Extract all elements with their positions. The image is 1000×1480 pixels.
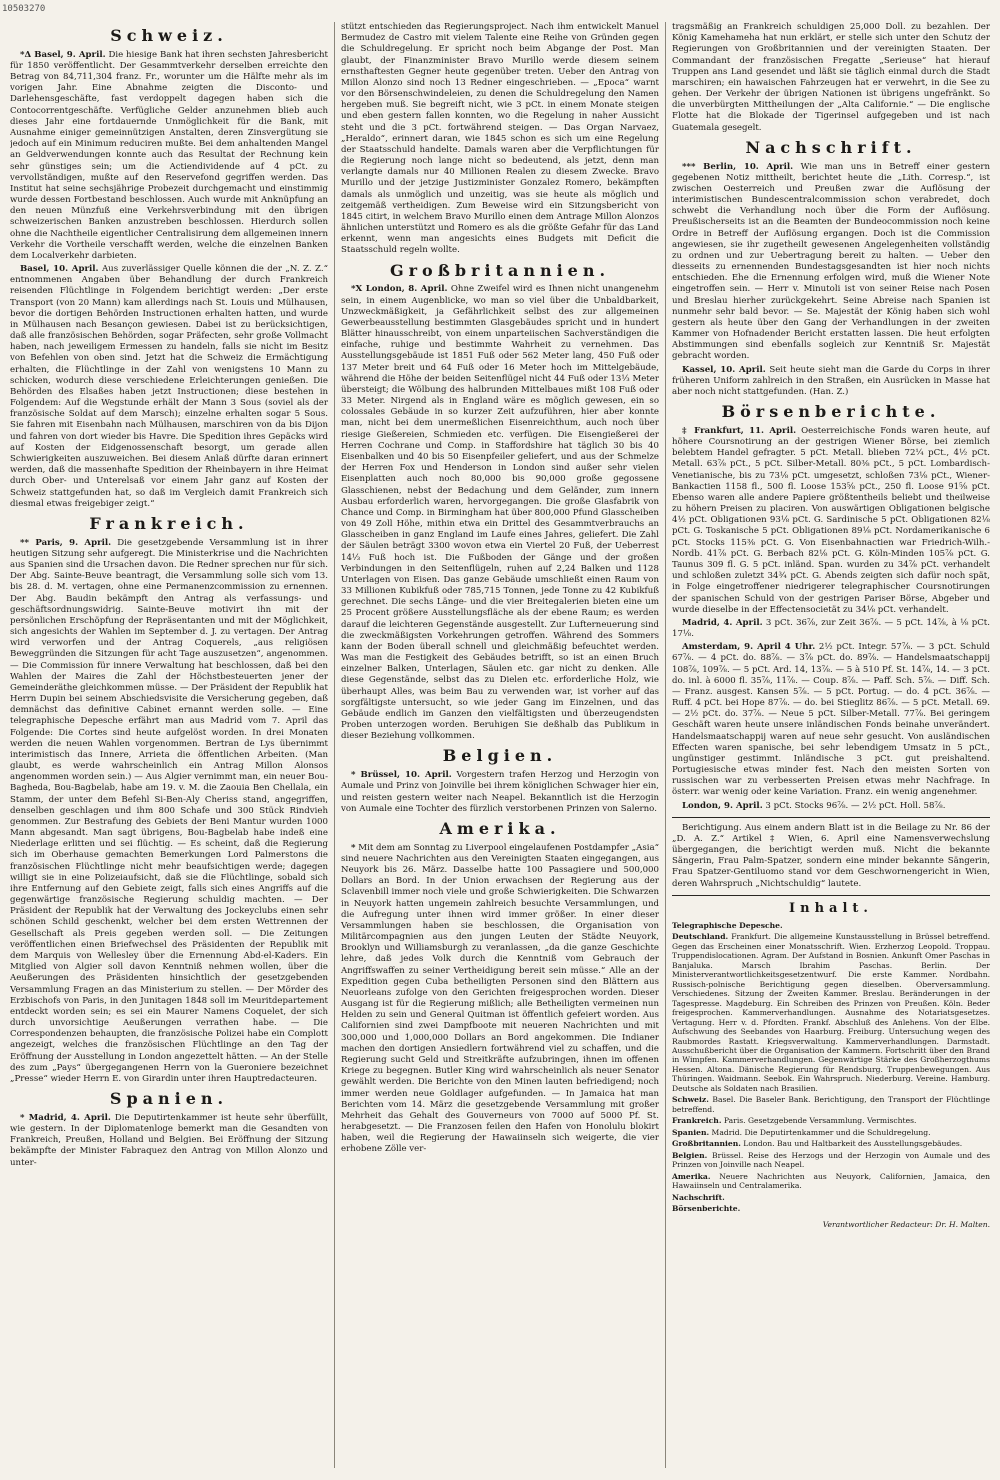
- article-paragraph: [672, 162, 990, 363]
- section-heading: Börsenberichte.: [721, 402, 941, 422]
- contents-entry: [672, 1193, 990, 1202]
- dateline: Kassel, 10. April.: [682, 364, 766, 375]
- dateline: *** Berlin, 10. April.: [682, 161, 794, 172]
- dateline: * Madrid, 4. April.: [20, 1112, 111, 1123]
- article-paragraph: [10, 1113, 328, 1169]
- contents-title: Inhalt.: [789, 900, 873, 916]
- contents-label: Telegraphische Depesche.: [672, 920, 783, 930]
- section-heading: Großbritannien.: [389, 260, 611, 280]
- article-paragraph: [341, 843, 659, 1156]
- contents-entry: [672, 1116, 990, 1125]
- page-id: 10503270: [2, 4, 46, 14]
- contents-entry: [672, 1095, 990, 1114]
- article-paragraph: [672, 823, 990, 890]
- column-1: [10, 22, 328, 1468]
- contents-text: Paris. Gesetzgebende Versammlung. Vermischtes.: [723, 1116, 917, 1126]
- divider: [672, 817, 990, 818]
- article-paragraph: [672, 365, 990, 399]
- dateline: London, 9. April.: [682, 800, 763, 811]
- article-text: Wie man uns in Betreff einer gestern gegebenen Notiz mittheilt, berichtet heute die „Lith. Corresp.“, ist zwischen Oesterreich und Preußen zwar die Auflösung der interimistischen Bundescentralcommission schon verabredet, doch schwebt die Verhandlung noch über die Form der Auflösung. Preußischerseits ist an die Beamten der Bundeocommission noch keine Ordre in Betreff der Auflösung ergangen. Doch ist die Commission angewiesen, sie ihr zugetheilt gewesenen Angelegenheiten vollständig zu ordnen und zur Uebertragung bereit zu halten. — Ueber den diesseits zu ernennenden Bundestagsgesandten ist hier noch nichts entschieden. Ehe die Ernennung erfolgen wird, muß die Wiener Note eingetroffen sein. — Herr v. Minutoli ist von seiner Reise nach Posen und Breslau hierher zurückgekehrt. Seine Abreise nach Spanien ist nunmehr sehr bald bevor. — Se. Majestät der König haben sich wohl gestern als heute über den Gang der Verhandlungen in der zweiten Kammer von Hofnadender Bericht erstatten lassen. Die heut erfolgten Abstimmungen sind ebenfalls sogleich zur Kenntniß Sr. Majestät gebracht worden.: [672, 161, 990, 362]
- article-paragraph: [341, 770, 659, 815]
- column-3: [665, 22, 990, 1468]
- contents-entry: [672, 1204, 990, 1213]
- article-paragraph: [10, 538, 328, 1085]
- section-heading: Amerika.: [439, 818, 561, 838]
- contents-label: Frankreich.: [672, 1116, 722, 1126]
- article-text: Ohne Zweifel wird es Ihnen nicht unangenehm sein, in einem Augenblicke, wo man so viel über die Unbaldbarkeit, Unzweckmäßigkeit, ja Gefährlichkeit selbst des zur allgemeinen Gewerbeausstellung bestimmten Glasgebäudes spricht und in hundert Blätter hinausschreibt, von einem unparteiischen Sachverständigen die einfache, ruhige und bestimmte Wahrheit zu vernehmen. Das Ausstellungsgebäude ist 1851 Fuß oder 562 Meter lang, 450 Fuß oder 137 Meter breit und 64 Fuß oder 16 Meter hoch im Mittelgebäude, während die Höhe der beiden Seitenflügel nicht 44 Fuß oder 13⅓ Meter übersteigt; die Wölbung des halbrunden Mittelbaues mißt 108 Fuß oder 33 Meter. Nirgend als in England wäre es möglich gewesen, ein so colossales Gebäude in so kurzer Zeit aufzuführen, hier aber konnte man, nicht bei dem unermeßlichen Eisenreichthum, auch noch über riesige Gießereien, Schmieden etc. verfügen. Die Eisengießerei der Herren Cochrane und Comp. in Staffordshire hat täglich 30 bis 40 Eisenbalken und 40 bis 50 Eisenpfeiler geliefert, und aus der Schmelze der Herren Fox und Henderson in London sind außer sehr vielen Eisenplatten auch noch 80,000 bis 90,000 große gegossene Glasschienen, nebst der Bedachung und dem Geländer, zum innern Ausbau erforderlich waren, hervorgegangen. Die große Glasfabrik von Chance und Comp. in Birmingham hat über 800,000 Pfund Glasscheiben von 49 Zoll Höhe, mithin etwa ein Drittel des Gesammtverbrauchs an Glasscheiben in ganz England im Laufe eines Jahres, geliefert. Die Zahl der Säulen beträgt 3300 wovon etwa ein Viertel 20 Fuß, der Ueberrest 14⅓ Fuß hoch ist. Die Fußboden der Gänge und der großen Verbindungen in den Seitenflügeln, ruhen auf 2,24 Balken und 1128 Unterlagen von Eisen. Das ganze Gebäude umschließt einen Raum von 33 Millionen Kubikfuß oder 785,715 Tonnen, jede Tonne zu 42 Kubikfuß gerechnet. Die sechs Länge- und die vier Breitegalerien bieten eine um 25 Procent größere Ausstellungsfläche als der ebene Raum; es werden darauf die leichteren Gegenstände ausgestellt. Zur Lufterneuerung sind die zweckmäßigsten Vorkehrungen getroffen. Während des Sommers kann der Boden überall schnell und gleichmäßig befeuchtet werden. Was man die Festigkeit des Gebäudes betrifft, so ist an einen Bruch einzelner Balken, Unterlagen, Säulen etc. gar nicht zu denken. Alle diese Gegenstände, selbst das zu Dielen etc. erforderliche Holz, wie überhaupt Alles, was beim Bau zu verwenden war, ist vorher auf das sorgfältigste untersucht, so wie jeder Gang im Einzelnen, und das Gebäude endlich im Ganzen den vielfältigsten und überzeugendsten Proben unterzogen worden. Beruhigen Sie deßhalb das Publikum in dieser Beziehung vollkommen.: [341, 284, 659, 742]
- article-paragraph: [672, 801, 990, 812]
- article-paragraph: [341, 284, 659, 742]
- article-text: Berichtigung. Aus einem andern Blatt ist in die Beilage zu Nr. 86 der „D. A. Z.“ Artikel ‡ Wien, 6. April eine Namensverwechslung übergegangen, die berichtigt werden muß. Nicht die bekannte Sängerin, Frau Palm-Spatzer, sondern eine minder bekannte Sängerin, Frau Spatzer-Gentiluomo stand vor dem Geschwornengericht in Wien, deren Wahrspruch „Nichtschuldig“ lautete.: [672, 822, 990, 889]
- contents-line: [672, 1116, 990, 1125]
- section-heading: Frankreich.: [89, 513, 249, 533]
- article-paragraph: [672, 618, 990, 640]
- section-heading: Schweiz.: [110, 26, 228, 45]
- article-text: tragsmäßig an Frankreich schuldigen 25,000 Doll. zu bezahlen. Der König Kamehameha hat nun erklärt, er stelle sich unter den Schutz der Regierungen von Großbritannien und der vereinigten Staaten. Der Commandant der französischen Fregatte „Serieuse“ hat hierauf Truppen ans Land gesendet und läßt sie täglich einmal durch die Stadt marschiren; ein hawaischen Fahrzeugen hat er verwehrt, in die See zu gehen. Der Verkehr der übrigen Nationen ist übrigens ungefränkt. So die unverbürgten Mittheilungen der „Alta Californie.“ — Die englische Flotte hat die Blokade der Tigerinsel aufgegeben und ist nach Guatemala gesegelt.: [672, 22, 990, 133]
- contents-line: [672, 1151, 990, 1170]
- contents-text: Brüssel. Reise des Herzogs und der Herzogin von Aumale und des Prinzen von Joinville nach Neapel.: [672, 1150, 990, 1170]
- section-heading: Nachschrift.: [745, 137, 917, 157]
- contents-entry: [672, 932, 990, 1093]
- article-paragraph: [672, 642, 990, 798]
- dateline: Madrid, 4. April.: [682, 617, 763, 628]
- newspaper-columns: [10, 22, 990, 1468]
- dateline: ** Paris, 9. April.: [20, 537, 112, 548]
- contents-line: [672, 1204, 990, 1213]
- dateline: *X London, 8. April.: [351, 284, 448, 295]
- divider: [672, 895, 990, 896]
- contents-line: [672, 932, 990, 1093]
- contents-label: Deutschland.: [672, 932, 729, 942]
- article-text: 2½ pCt. Integr. 57⅞. — 3 pCt. Schuld 67⅞. — 4 pCt. do. 88⅞. — 3⅞ pCt. do. 89⅞. — Handelsmaatschappij 108⅞, 109⅞. — 5 pCt. Ard. 14, 13⅞. — 5 à 510 Pf. St. 14⅞, 14. — 3 pCt. do. inl. à 6000 fl. 35⅞, 11⅞. — Coup. 8⅞. — Paff. Sch. 5⅞. — Diff. Sch. — Franz. ausgest. Kansen 5⅞. — 5 pCt. Portug. — do. 4 pCt. 36⅞. — Ruff. 4 pCt. bei Hope 87⅞. — do. bei Stieglitz 86⅞. — 5 pCt. Metall. 69. — 2½ pCt. do. 37⅞. — Neue 5 pCt. Silber-Metall. 77⅞. Bei geringem Geschäft waren heute unsere inländischen Fonds beinahe unverändert. Handelsmaatschappij waren auf neue sehr gesucht. Von ausländischen Effecten waren spanische, bei sehr lebendigem Umsatz in 5 pCt., ungünstiger gestimmt. Inländische 3 pCt. gut preishaltend. Portugiesische etwas minder fest. Nach den meisten Sorten von russischen war zu verbesserten Preisen etwas mehr Nachfrage. In österr. war wenig oder keine Variation. Franz. ein wenig angenehmer.: [672, 642, 990, 798]
- dateline: *Δ Basel, 9. April.: [20, 49, 106, 60]
- dateline: Basel, 10. April.: [20, 264, 99, 275]
- article-text: Seit heute sieht man die Garde du Corps in ihrer früheren Uniform zahlreich in den Straßen, ein Ausrücken in Masse hat aber noch nicht stattgefunden. (Han. Z.): [672, 364, 990, 397]
- article-text: stützt entschieden das Regierungsproject. Nach ihm entwickelt Manuel Bermudez de Castro mit vielem Talente eine Reihe von Gründen gegen die Schuldregelung. Er spricht noch beim Abgange der Post. Man glaubt, der Finanzminister Bravo Murillo werde diesem seinem ernsthaftesten Gegner heute gegenüber treten. Ueber den Antrag von Millon Alonzo sind noch 13 Redner eingeschrieben. — „Epoca“ warnt vor den Börsenschwindeleien, zu denen die Schuldregelung den Namen hergeben muß. Sie begreift nicht, wie 3 pCt. in einem Monate steigen und eben gestern fallen konnten, wo die Regelung in naher Aussicht steht und die 3 pCt. fortwährend steigen. — Das Organ Narvaez, „Heraldo“, erinnert daran, wie 1845 schon es sich um eine Regelung der Staatsschuld handelte. Damals waren aber die Verpflichtungen für die Regierung noch lange nicht so bedeutend, als jetzt, denn man verlangte damals nur 40 Millionen Realen zu diesem Zwecke. Bravo Murillo und der jetzige Justizminister Gonzalez Romero, bekämpften damals als unmöglich und unzeitig, was sie heute als möglich und zeitgemäß vertheidigen. Zum Beweise wird ein Sitzungsbericht von 1845 citirt, in welchem Bravo Murillo einen dem Antrage Millon Alonzos ähnlichen unterstützt und Romero es als die größte Gefahr für das Land erkennt, wenn man angesichts eines Budgets mit Deficit die Staatsschuld regeln wollte.: [341, 22, 659, 256]
- contents-label: Spanien.: [672, 1127, 710, 1137]
- article-text: Die Deputirtenkammer ist heute sehr überfüllt, wie gestern. In der Diplomatenloge bemerkt man die Gesandten von Frankreich, Preußen, Holland und Belgien. Bei Eröffnung der Sitzung bekämpfte der Minister Fabraquez den Antrag von Millon Alonzo und unter-: [10, 1112, 328, 1168]
- contents-label: Großbritannien.: [672, 1139, 741, 1149]
- article-continuation: [341, 22, 659, 257]
- contents-text: London. Bau und Haltbarkeit des Ausstellungsgebäudes.: [743, 1139, 963, 1149]
- contents-line: [672, 1172, 990, 1191]
- article-paragraph: [10, 264, 328, 510]
- section-heading: Spanien.: [109, 1089, 229, 1109]
- article-text: 3 pCt. 36⅞, zur Zeit 36⅞. — 5 pCt. 14⅞, à ⅛ pCt. 17⅛.: [672, 617, 990, 640]
- contents-label: Schweiz.: [672, 1095, 709, 1105]
- article-text: Oesterreichische Fonds waren heute, auf höhere Coursnotirung an der gestrigen Wiener Börse, bei ziemlich belebtem Handel gefragter. 5 pCt. Metall. blieben 72¼ pCt., 4½ pCt. Metall. 63⅞ pCt., 5 pCt. Silber-Metall. 80⅜ pCt., 5 pCt. Lombardisch-Venetianische, bis zu 73⅛ pCt. umgesetzt, schloßen 73⅛ pCt., Wiener-Bankactien 1158 fl., 500 fl. Loose 153⅝ pCt., 250 fl. Loose 91⅝ pCt. Ebenso waren alle andere Papiere größtentheils beliebt und theilweise zu höhern Preisen zu placiren. Von auswärtigen Obligationen belgische 4½ pCt. Obligationen 93⅛ pCt. G. Sardinische 5 pCt. Obligationen 82⅛ pCt. G. Toskanische 5 pCt. Obligationen 89⅛ pCt. Nordamerikanische 6 pCt. Stocks 115⅜ pCt. G. Von Eisenbahnactien war Friedrich-Wilh.-Nordb. 41⅞ pCt. G. Berbach 82⅛ pCt. G. Köln-Minden 105⅞ pCt. G. Taunus 309 fl. G. 5 pCt. inländ. Span. wurden zu 34⅞ pCt. verhandelt und schloßen zuletzt 34¾ pCt. G. Abends zeigten sich dafür noch spät, in Folge eingetroffener niedrigerer telegraphischer Coursnotirungen der spanischen Schuld von der gestrigen Pariser Börse, Abgeber und wurde dieselbe in der Effectensocietät zu 34⅛ pCt. verhandelt.: [672, 425, 990, 615]
- contents-label: Börsenberichte.: [672, 1204, 741, 1214]
- article-text: Die hiesige Bank hat ihren sechsten Jahresbericht für 1850 veröffentlicht. Der Gesammtverkehr derselben erreichte den Betrag von 84,711,304 franz. Fr., worunter um die Hälfte mehr als im vorigen Jahr. Eine Abnahme zeigten die Disconto- und Darlehensgeschäfte, fast verdoppelt dagegen haben sich die Contocorrentgeschäfte. Verfügliche Gelder anzunehmen blieb auch dieses Jahr eine fortdauernde Unmöglichkeit für die Bank, mit Ausnahme einiger gemeinnützigen Anstalten, deren Zinsvergütung sie jedoch auf ein Minimum reduciren mußte. Bei dem anhaltenden Mangel an Geldverwendungen konnte auch das Resultat der Rechnung kein sehr günstiges sein; um die Actiendividende auf 4 pCt. zu vervollständigen, mußte auf den Reservefond gegriffen werden. Das Institut hat seine sechsjährige Probezeit durchgemacht und einstimmig wurde dessen Fortbestand beschlossen. Auch wurde mit Anknüpfung an den neuen Münzfuß eine Verkehrsverbindung mit den übrigen schweizerischen Banken anzustreben beschlossen. Hierdurch sollen ohne die Nachtheile eigentlicher Centralisirung dem allgemeinen innern Verkehr die Vortheile verschafft werden, welche die einzelnen Banken dem Localverkehr darbieten.: [10, 49, 328, 261]
- contents-entry: [672, 1151, 990, 1170]
- contents-line: [672, 1128, 990, 1137]
- contents-label: Nachschrift.: [672, 1192, 725, 1202]
- article-continuation: [672, 22, 990, 134]
- dateline: ‡ Frankfurt, 11. April.: [682, 425, 797, 436]
- dateline: Amsterdam, 9. April 4 Uhr.: [682, 642, 816, 653]
- contents-label: Amerika.: [672, 1171, 711, 1181]
- contents-line: [672, 1095, 990, 1114]
- dateline: *: [351, 842, 356, 853]
- article-paragraph: [10, 50, 328, 262]
- section-heading: Belgien.: [442, 746, 558, 766]
- editor-line: Verantwortlicher Redacteur: Dr. H. Malten.: [822, 1219, 990, 1229]
- contents-entry: [672, 1128, 990, 1137]
- contents-label: Belgien.: [672, 1150, 708, 1160]
- article-text: Mit dem am Sonntag zu Liverpool eingelaufenen Postdampfer „Asia“ sind neuere Nachrichten aus den Vereinigten Staaten eingegangen, aus Neuyork bis 26. März. Dasselbe hatte 100 Passagiere und 500,000 Dollars an Bord. In der Union erwachsen der Regierung aus der Sclavenbill immer noch viele und große Schwierigkeiten. Die Schwarzen in Neuyork hatten ungemein zahlreich besuchte Versammlungen, und die Aufregung unter ihnen wird immer größer. In einer dieser Versammlungen haben sie beschlossen, die Organisation von Militärcompagnien aus den jungen Leuten der Städte Neuyork, Brooklyn und Williamsburgh zu veranlassen, „da die ganze Geschichte lehre, daß jedes Volk durch die Kenntniß vom Gebrauch der Angriffswaffen zu seiner Vertheidigung bereit sein müsse.“ Alle an der Expedition gegen Cuba betheiligten Personen sind den Blättern aus Neuorleans zufolge von den Gerichten freigesprochen worden. Dieser Ausgang ist für die Regierung mißlich; alle Betheiligten vermeinen nun Helden zu sein und General Quitman ist öffentlich gefeiert worden. Aus Californien sind zwei Dampfboote mit neueren Nachrichten und mit 300,000 und 1,000,000 Dollars an Bord angekommen. Die Indianer machen den dortigen Ansiedlern fortwährend viel zu schaffen, und die Regierung sucht Geld und Streitkräfte aufzubringen, ihnen im offenen Kriege zu begegnen. Butler King wird wahrscheinlich als neuer Senator gewählt werden. Die Berichte von den Minen lauten befriedigend; noch immer werden neue Goldlager aufgefunden. — In Jamaica hat man Berichten vom 14. März die gesetzgebende Versammlung mit großer Mehrheit das Gehalt des Gouverneurs von 7000 auf 5000 Pf. St. herabgesetzt. — Die Franzosen feilen den Hafen von Honolulu blokirt haben, weil die Regierung der Hawaiinseln sich weigerte, die vier erhobene Zölle ver-: [341, 842, 659, 1155]
- contents-text: Basel. Die Baseler Bank. Berichtigung, den Transport der Flüchtlinge betreffend.: [672, 1095, 990, 1114]
- column-2: [334, 22, 659, 1468]
- contents-line: [672, 921, 990, 930]
- contents-entry: [672, 1139, 990, 1148]
- article-text: Aus zuverlässiger Quelle können die der „N. Z. Z.“ entnommenen Angaben über Behandlung der durch Frankreich reisenden Flüchtlinge in Folgendem berichtigt werden: „Der erste Transport (von 20 Mann) kam allerdings nach St. Louis und Mülhausen, bevor die dortigen Behörden Instructionen erhalten hatten, und wurde in Mülhausen nach Besançon gewiesen. Dabei ist zu berücksichtigen, daß alle französischen Behörden, sogar Präfecten, sehr große Vollmacht haben, nach jeweiligem Ermessen zu handeln, falls sie nicht im Besitz von Befehlen von oben sind. Jetzt hat die Schweiz die Ermächtigung erhalten, die Flüchtlinge in der Zahl von wenigstens 10 Mann zu schicken, wodurch diese verschiedene Erleichterungen genießen. Die Behörden des Elsaßes haben jetzt Instructionen; diese bestehen in Folgendem: Auf die Wegstunde erhält der Mann 3 Sous (soviel als der französische Soldat auf dem Marsch); einzelne erhalten sogar 5 Sous. Sie fahren mit Eisenbahn nach Mülhausen, marschiren von da bis Dijon und fahren von dort wieder bis Havre. Die Spedition ihres Gepäcks wird auf Kosten der Eidgenossenschaft besorgt, um gerade allen Schwierigkeiten auszuweichen. Bei diesem Anlaß dürfte daran erinnert werden, daß die massenhafte Spedition der Rheinbayern in ihre Heimat durch Ober- und Unterelsaß vor einem Jahr ganz auf Kosten der Schweiz stattgefunden hat, so daß im Vergleich damit Frankreich sich diesmal etwas freigebiger zeigt.“: [10, 264, 328, 509]
- contents-entry: [672, 921, 990, 930]
- article-text: Die gesetzgebende Versammlung ist in ihrer heutigen Sitzung sehr aufgeregt. Die Ministerkrise und die Nachrichten aus Spanien sind die Ursachen davon. Die Redner sprechen nur für sich. Der Abg. Sainte-Beuve beantragt, die Versammlung solle sich vom 13. bis 28. d. M. vertagen, ohne eine Permanenzcommission zu ernennen. Der Abg. Baudin bekämpft den Antrag als verfassungs- und geschäftsordnungswidrig. Sainte-Beuve motivirt ihn mit der persönlichen Erschöpfung der Repräsentanten und mit der Möglichkeit, sich angesichts der Wahlen im September d. J. zu vertagen. Der Antrag wird verworfen und der Antrag Coquerels, „aus religiösen Beweggründen die Sitzungen für acht Tage auszusetzen“, angenommen. — Die Commission für innere Verwaltung hat beschlossen, daß bei den Wahlen der Maires die Zahl der Höchstbesteuerten jener der Gemeinderäthe gleichkommen müsse. — Der Präsident der Republik hat Herrn Dupin bei seinem Abschiedsvisite die Versicherung gegeben, daß demnächst das definitive Cabinet ernannt werden solle. — Eine telegraphische Depesche erfährt man aus Madrid vom 7. April das Folgende: Die Cortes sind heute aufgelöst worden. In drei Monaten werden die neuen Wahlen vorgenommen. Bertran de Lys übernimmt interimistisch das Innere, Arrieta die öffentlichen Arbeiten. (Man glaubt, es werde wahrscheinlich ein Antrag Millon Alonsos angenommen worden sein.) — Aus Algier vernimmt man, ein neuer Bou-Bagheda, Bou-Bagbelab, habe am 19. v. M. die Zaouia Ben Chellala, ein Stamm, der unter dem Befehl Si-Ben-Aly Cheriss stand, angegriffen, denselben geschlagen und ihm 800 Schafe und 300 Stück Rindvieh genommen. Zur Bestrafung des Gebiets der Beni Mantur wurden 1000 Mann abgesandt. Man sagt übrigens, Bou-Bagbelab habe indeß eine Niederlage erlitten und sei flüchtig. — Es scheint, daß die Regierung sich im Oberhause gemachten Bemerkungen Lord Palmerstons die französischen Flüchtlinge nicht mehr beaufsichtigen werde; dagegen willigt sie in eine Polizeiaufsicht, daß sie die Flüchtlinge, sobald sich ihre Entfernung auf den Gebiete zeigt, falls sich eines Angriffs auf die gegenwärtige französische Regierung schuldig machten. — Der Präsident der Republik hat der Verwaltung des Jockeyclubs einen sehr schönen Schild geschenkt, welcher bei dem ersten Wettrennen der Gesellschaft als Preis gegeben werden soll. — Die Zeitungen veröffentlichen einen Briefwechsel des Präsidenten der Republik mit dem Marquis von Wellesley über die Ernennung Abd-el-Kaders. Ein Mitglied von Algier soll davon Kenntniß nehmen wollen, über die Aeußerungen des Präsidenten hinsichtlich der gesetzgebenden Versammlung Fragen an das Ministerium zu stellen. — Der Mörder des Erzbischofs von Paris, in den Junitagen 1848 soll im Meuritdepartement entdeckt worden sein; es sei ein Maurer Namens Coquelet, der sich durch unvorsichtige Aeußerungen verrathen habe. — Die Correspondenzen behaupten, die französische Polizei habe ein Complott angezeigt, welches die französischen Flüchtlinge an den Tag der Eröffnung der Ausstellung in London angezettelt hätten. — An der Stelle des zum „Pays“ übergegangenen Herrn von la Gueroniere bezeichnet „Presse“ wieder Herrn E. von Girardin unter ihren Hauptredacteuren.: [10, 537, 328, 1084]
- dateline: * Brüssel, 10. April.: [351, 770, 452, 781]
- contents-line: [672, 1139, 990, 1148]
- article-paragraph: [672, 426, 990, 616]
- article-text: 3 pCt. Stocks 96⅞. — 2½ pCt. Holl. 58⅞.: [765, 800, 946, 811]
- contents-line: [672, 1193, 990, 1202]
- contents-text: Neuere Nachrichten aus Neuyork, Californien, Jamaica, den Hawaiinseln und Centralamerika.: [672, 1171, 990, 1191]
- contents-text: Madrid. Die Deputirtenkammer und die Schuldregelung.: [711, 1127, 931, 1137]
- article-text: Vorgestern trafen Herzog und Herzogin von Aumale und Prinz von Joinville bei ihrem königlichen Schwager hier ein, und reisten gestern weiter nach Neapel. Bekanntlich ist die Herzogin von Aumale eine Tochter des fürzlich verstorbenen Prinzen von Salerno.: [341, 770, 659, 814]
- contents-text: Frankfurt. Die allgemeine Kunstausstellung in Brüssel betreffend. Gegen das Erscheinen einer Monatsschrift. Wien. Erzherzog Leopold. Troppau. Truppendislocationen. Agram. Der Aufstand in Bosnien. Ankunft Omer Paschas in Banjaluka. Marsch Ibrahim Paschas. Berlin. Der Ministerverantwortlichkeitsgesetzentwurf. Die erste Kammer. Nordbahn. Russisch-polnische Berichtigung gegen dieselben. Oberversammlung. Verschiedenes. Sitzung der Zweiten Kammer. Breslau. Beränderungen in der Tagespresse. Magdeburg. Ein Schreiben des Prinzen von Preußen. Köln. Beder freigesprochen. Kammerverhandlungen. Ausnahme des Notariatsgesetzes. Vertagung. Herr v. d. Pfordten. Frankf. Abschluß des Anlehens. Von der Elbe. Aufschwung des Seebandes von Haarburg. Freiburg. Untersuchung wegen des Raubmordes Rastatt. Kriegsverwaltung. Kammerverhandlungen. Darmstadt. Ausschußbericht über die Organisation der Kammern. Fortschritt über den Brand in Wimpfen. Kammerverhandlungen. Gegenwärtige Stärke des Großherzogthums Hessen. Altona. Dänische Regierung für Rendsburg. Truppenbewegungen. Aus Thüringen. Waidmann. Seebok. Ein Wahrspruch. Niederburg. Vereine. Hamburg. Deutsche als Soldaten nach Brasilien.: [672, 932, 990, 1093]
- contents-entry: [672, 1172, 990, 1191]
